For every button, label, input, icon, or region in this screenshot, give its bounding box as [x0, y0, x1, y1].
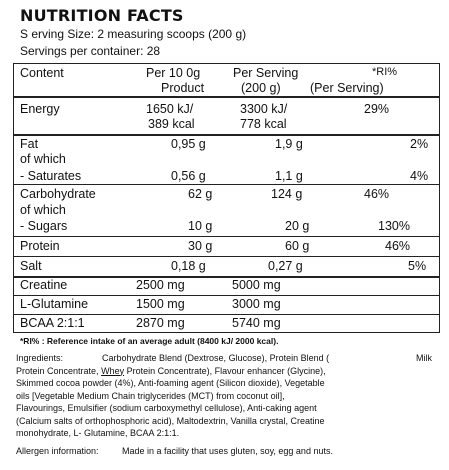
divider — [13, 184, 440, 185]
row-protein-per100: 30 g — [188, 239, 213, 253]
header-per100-sub: Product — [161, 81, 205, 95]
ingredients-line: monohydrate, L- Glutamine, BCAA 2:1:1. — [16, 428, 180, 438]
row-energy-per100-kj: 1650 kJ/ — [146, 102, 194, 116]
row-saturates-serving: 1,1 g — [275, 169, 303, 183]
row-sugars-per100: 10 g — [188, 219, 213, 233]
allergen-information — [16, 446, 333, 456]
row-protein-ri: 46% — [385, 239, 411, 253]
row-glutamine-serving: 3000 mg — [232, 297, 281, 311]
ingredients-label: Ingredients: — [16, 353, 64, 363]
ingredients-milk: Milk — [416, 353, 432, 363]
row-fat-of-which: of which — [20, 152, 66, 166]
ingredients-block — [16, 352, 439, 440]
row-creatine-serving: 5000 mg — [232, 278, 281, 292]
row-energy-ri: 29% — [364, 102, 390, 116]
row-creatine-label: Creatine — [20, 278, 68, 292]
row-energy-per100-kcal: 389 kcal — [148, 117, 195, 131]
allergen-label: Allergen information: — [16, 446, 99, 456]
row-carb-of-which: of which — [20, 203, 66, 217]
row-sugars-ri: 130% — [378, 219, 410, 233]
row-fat-serving: 1,9 g — [275, 137, 303, 151]
divider — [13, 236, 440, 237]
ingredients-line — [16, 352, 439, 365]
row-bcaa-per100: 2870 mg — [136, 316, 185, 330]
row-sugars-serving: 20 g — [285, 219, 310, 233]
row-energy-label: Energy — [20, 102, 60, 116]
page-title: NUTRITION FACTS — [20, 6, 184, 25]
row-energy-serving-kj: 3300 kJ/ — [240, 102, 288, 116]
header-ri-sub: (Per Serving) — [310, 81, 384, 95]
ingredients-line: (Calcium salts of orthophosphoric acid), Maltodextrin, Vanilla crystal, Creatine — [16, 415, 325, 426]
serving-size: S erving Size: 2 measuring scoops (200 g) — [20, 27, 247, 41]
row-saturates-label: - Saturates — [20, 169, 82, 183]
row-protein-serving: 60 g — [285, 239, 310, 253]
row-glutamine-label: L-Glutamine — [20, 297, 89, 311]
row-energy-serving-kcal: 778 kcal — [240, 117, 287, 131]
allergen-text: Made in a facility that uses gluten, soy, egg and nuts. — [122, 446, 333, 456]
header-per-serving: Per Serving — [233, 66, 299, 80]
servings-per-container: Servings per container: 28 — [20, 44, 161, 58]
ingredients-line: Flavourings, Emulsifier (sodium carboxymethyl cellulose), Anti-caking agent — [16, 403, 317, 413]
row-fat-label: Fat — [20, 137, 39, 151]
row-fat-ri: 2% — [410, 137, 429, 151]
header-ri: *RI% — [372, 66, 398, 78]
header-divider — [13, 96, 440, 98]
row-sugars-label: - Sugars — [20, 219, 68, 233]
ingredients-text: Protein Concentrate, — [16, 365, 102, 376]
row-bcaa-serving: 5740 mg — [232, 316, 281, 330]
ingredients-line — [16, 365, 439, 378]
row-bcaa-label: BCAA 2:1:1 — [20, 316, 85, 330]
ingredients-text: Protein Concentrate), Flavour enhancer (Glycine), — [124, 365, 326, 376]
row-fat-per100: 0,95 g — [171, 137, 206, 151]
ingredients-line: oils [Vegetable Medium Chain triglycerides (MCT) from coconut oil], — [16, 390, 285, 401]
ingredients-line: Skimmed cocoa powder (4%), Anti-foaming agent (Silicon dioxide), Vegetable — [16, 378, 325, 388]
row-carbohydrate-serving: 124 g — [271, 187, 303, 201]
row-creatine-per100: 2500 mg — [136, 278, 185, 292]
row-carbohydrate-per100: 62 g — [188, 187, 213, 201]
row-salt-label: Salt — [20, 259, 42, 273]
row-glutamine-per100: 1500 mg — [136, 297, 185, 311]
row-saturates-ri: 4% — [410, 169, 429, 183]
ri-footnote: *RI% : Reference intake of an average adult (8400 kJ/ 2000 kcal). — [20, 336, 279, 346]
divider — [13, 295, 440, 296]
row-protein-label: Protein — [20, 239, 60, 253]
header-content: Content — [20, 66, 64, 80]
header-per100: Per 10 0g — [146, 66, 201, 80]
divider — [13, 134, 440, 136]
row-salt-per100: 0,18 g — [171, 259, 206, 273]
ingredients-text: Carbohydrate Blend (Dextrose, Glucose), Protein Blend ( — [102, 353, 330, 363]
row-saturates-per100: 0,56 g — [171, 169, 206, 183]
header-per-serving-sub: (200 g) — [241, 81, 281, 95]
ingredients-whey: Whey — [101, 365, 125, 376]
divider — [13, 276, 440, 278]
divider — [13, 256, 440, 257]
row-salt-serving: 0,27 g — [268, 259, 303, 273]
row-carbohydrate-label: Carbohydrate — [20, 187, 96, 201]
divider — [13, 314, 440, 315]
row-carbohydrate-ri: 46% — [364, 187, 390, 201]
row-salt-ri: 5% — [408, 259, 427, 273]
